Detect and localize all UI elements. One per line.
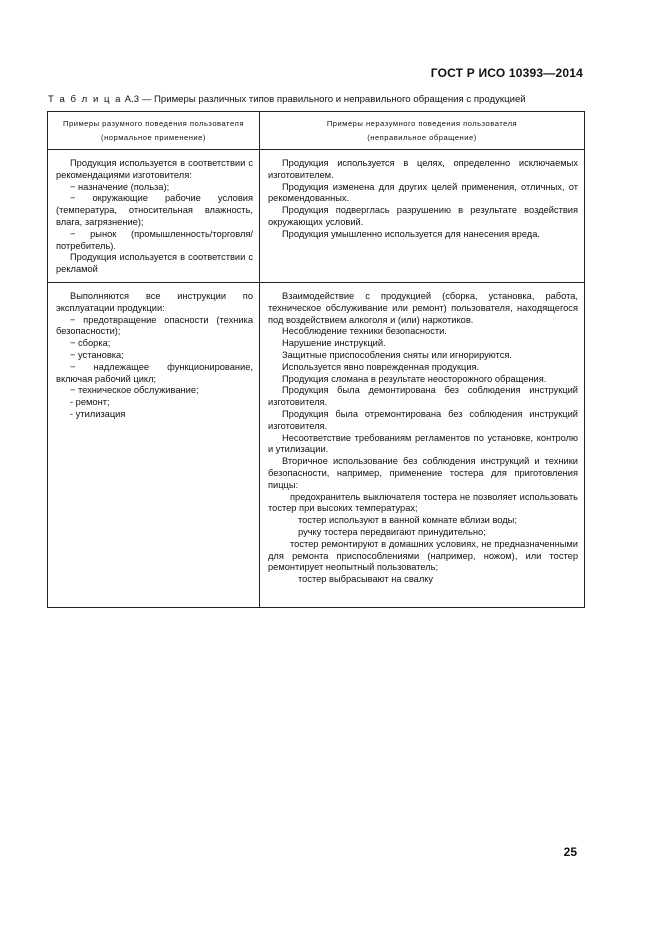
table-paragraph: Продукция используется в соответствии с рекомендациями изготовителя: xyxy=(56,158,253,180)
col2-header xyxy=(260,112,585,150)
col2-header-subtitle: (неправильное обращение) xyxy=(367,133,477,142)
row2-unreasonable-cell xyxy=(260,282,585,607)
table-paragraph: Используется явно поврежденная продукция. xyxy=(282,361,480,372)
row2-reasonable-cell xyxy=(48,282,260,607)
col1-header-title: Примеры разумного поведения пользователя xyxy=(63,119,244,128)
table-paragraph: тостер ремонтируют в домашних условиях, не предназначенными для ремонта приспособлениями (например, ножом), или тостер ремонтирует неопытный пользователь; xyxy=(268,538,578,573)
table-paragraph: Защитные приспособления сняты или игнорируются. xyxy=(282,349,512,360)
row1-unreasonable-cell xyxy=(260,150,585,283)
table-paragraph: - ремонт; xyxy=(70,397,110,408)
table-header-row xyxy=(48,112,585,150)
table-paragraph: − предотвращение опасности (техника безопасности); xyxy=(56,314,253,337)
table-paragraph: Несоблюдение техники безопасности. xyxy=(282,326,447,337)
table-caption-label: Т а б л и ц а xyxy=(48,94,122,105)
table-row xyxy=(48,282,585,607)
table-paragraph: Вторичное использование без соблюдения инструкций и техники безопасности, например, применение тостера для приготовления пиццы: xyxy=(268,456,578,490)
table-paragraph: Продукция была демонтирована без соблюдения инструкций изготовителя. xyxy=(268,385,578,408)
table-paragraph: тостер выбрасывают на свалку xyxy=(298,574,434,585)
table-paragraph: Продукция изменена для других целей применения, отличных, от рекомендованных. xyxy=(268,181,578,204)
table-caption xyxy=(48,94,526,105)
table-paragraph: − надлежащее функционирование, включая рабочий цикл; xyxy=(56,361,253,384)
table-paragraph: Продукция подверглась разрушению в результате воздействия окружающих условий. xyxy=(268,205,578,227)
table-paragraph: Несоответствие требованиям регламентов по установке, контролю и утилизации. xyxy=(268,432,578,455)
table-paragraph: Взаимодействие с продукцией (сборка, установка, работа, техническое обслуживание или ремонт) пользователя, находящегося под воздействием алкоголя и (или) наркотиков. xyxy=(268,290,578,325)
behavior-table xyxy=(47,111,585,608)
table-paragraph: Продукция используется в соответствии с рекламой xyxy=(56,252,253,275)
table-paragraph: − окружающие рабочие условия (температура, относительная влажность, влага, загрязнение); xyxy=(56,193,253,227)
table-row xyxy=(48,150,585,283)
table-paragraph: Нарушение инструкций. xyxy=(282,338,386,349)
table-paragraph: ручку тостера передвигают принудительно; xyxy=(298,526,486,537)
table-paragraph: Продукция сломана в результате неосторожного обращения. xyxy=(282,373,547,384)
table-paragraph: Продукция умышленно используется для нанесения вреда. xyxy=(282,228,540,239)
table-paragraph: Выполняются все инструкции по эксплуатации продукции: xyxy=(56,290,253,313)
table-paragraph: − сборка; xyxy=(70,338,111,349)
page-number: 25 xyxy=(563,845,577,859)
table-paragraph: − установка; xyxy=(70,349,124,360)
col1-header-subtitle: (нормальное применение) xyxy=(101,133,206,142)
table-paragraph: − рынок (промышленность/торговля/потребитель). xyxy=(56,228,253,251)
row1-reasonable-cell xyxy=(48,150,260,283)
table-paragraph: Продукция используется в целях, определенно исключаемых изготовителем. xyxy=(268,158,578,180)
table-paragraph: − назначение (польза); xyxy=(70,181,170,192)
table-paragraph: − техническое обслуживание; xyxy=(70,385,199,396)
col1-header xyxy=(48,112,260,150)
col2-header-title: Примеры неразумного поведения пользователя xyxy=(326,119,518,128)
document-code: ГОСТ Р ИСО 10393—2014 xyxy=(430,66,583,80)
table-paragraph: Продукция была отремонтирована без соблюдения инструкций изготовителя. xyxy=(268,408,578,431)
table-paragraph: - утилизация xyxy=(70,408,126,419)
table-paragraph: предохранитель выключателя тостера не позволяет использовать тостер при высоких температурах; xyxy=(268,491,578,514)
table-caption-text: А.3 — Примеры различных типов правильного и неправильного обращения с продукцией xyxy=(121,94,526,105)
table-paragraph: тостер используют в ванной комнате вблизи воды; xyxy=(298,515,517,526)
